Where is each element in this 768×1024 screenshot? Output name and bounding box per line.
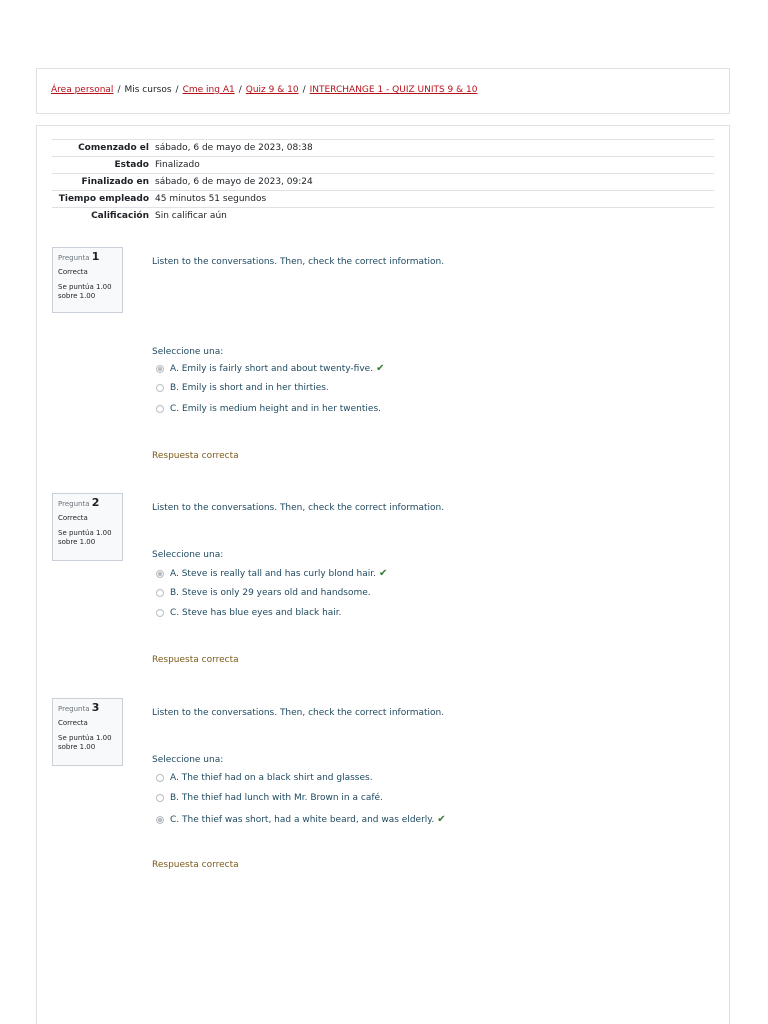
answer-option[interactable] [156,404,381,414]
check-icon: ✔ [376,363,385,374]
answer-feedback: Respuesta correcta [152,860,239,870]
radio-icon[interactable] [156,570,164,578]
question-state: Correcta [58,268,88,276]
answer-feedback: Respuesta correcta [152,451,239,461]
answer-option[interactable] [156,814,446,825]
summary-row [52,157,714,174]
summary-label: Finalizado en [52,174,155,191]
radio-icon[interactable] [156,384,164,392]
radio-icon[interactable] [156,816,164,824]
question-state: Correcta [58,719,88,727]
answer-label: C. The thief was short, had a white beard, and was elderly. [170,814,435,825]
radio-icon[interactable] [156,405,164,413]
answer-option[interactable] [156,568,387,579]
question-number: 1 [91,250,100,263]
answer-option[interactable] [156,363,384,374]
breadcrumb [51,85,477,95]
summary-value: 45 minutos 51 segundos [155,191,714,208]
answer-label: C. Steve has blue eyes and black hair. [170,608,342,618]
summary-value: sábado, 6 de mayo de 2023, 09:24 [155,174,714,191]
question-info [52,247,123,313]
breadcrumb-separator: / [117,85,121,95]
breadcrumb-area-personal[interactable]: Área personal [51,85,114,95]
summary-row [52,174,714,191]
answer-label: C. Emily is medium height and in her twenties. [170,404,382,414]
radio-icon[interactable] [156,794,164,802]
question-prefix: Pregunta [58,705,90,713]
answer-prompt: Seleccione una: [152,550,224,560]
summary-value: Finalizado [155,157,714,174]
question-text: Listen to the conversations. Then, check the correct information. [152,708,445,718]
question-grade: Se puntúa 1.00 sobre 1.00 [58,529,112,546]
breadcrumb-card [36,68,730,114]
quiz-review-card [36,125,730,1024]
check-icon: ✔ [437,814,446,825]
question-grade: Se puntúa 1.00 sobre 1.00 [58,734,112,751]
answer-option[interactable] [156,793,383,803]
answer-label: A. The thief had on a black shirt and glasses. [170,773,373,783]
answer-label: B. The thief had lunch with Mr. Brown in a café. [170,793,383,803]
attempt-summary-table [52,139,714,224]
question-2 [52,493,714,673]
breadcrumb-quiz-section[interactable]: Quiz 9 & 10 [245,85,299,95]
breadcrumb-separator: / [238,85,242,95]
radio-icon[interactable] [156,589,164,597]
breadcrumb-separator: / [175,85,179,95]
question-grade: Se puntúa 1.00 sobre 1.00 [58,283,112,300]
question-1 [52,247,714,467]
answer-option[interactable] [156,773,373,783]
summary-label: Calificación [52,208,155,225]
answer-label: B. Steve is only 29 years old and handsome. [170,588,371,598]
answer-label: B. Emily is short and in her thirties. [170,383,329,393]
radio-icon[interactable] [156,774,164,782]
answer-prompt: Seleccione una: [152,755,224,765]
question-3 [52,698,714,878]
summary-label: Comenzado el [52,140,155,157]
answer-label: A. Steve is really tall and has curly blond hair. [170,568,376,579]
summary-value: sábado, 6 de mayo de 2023, 08:38 [155,140,714,157]
summary-value: Sin calificar aún [155,208,714,225]
answer-option[interactable] [156,608,342,618]
breadcrumb-separator: / [302,85,306,95]
check-icon: ✔ [378,568,388,579]
breadcrumb-course[interactable]: Cme ing A1 [182,85,235,95]
summary-row [52,140,714,157]
question-info [52,493,123,561]
question-info [52,698,123,766]
summary-label: Estado [52,157,155,174]
summary-row [52,208,714,225]
breadcrumb-mis-cursos: Mis cursos [124,85,172,95]
summary-row [52,191,714,208]
answer-label: A. Emily is fairly short and about twenty-five. [170,363,374,374]
question-prefix: Pregunta [58,500,90,508]
answer-prompt: Seleccione una: [152,347,224,357]
question-prefix: Pregunta [58,254,90,262]
radio-icon[interactable] [156,365,164,373]
question-state: Correcta [58,514,88,522]
question-text: Listen to the conversations. Then, check the correct information. [152,257,445,267]
answer-feedback: Respuesta correcta [152,655,239,665]
question-number: 2 [91,496,100,509]
summary-label: Tiempo empleado [52,191,155,208]
breadcrumb-quiz[interactable]: INTERCHANGE 1 - QUIZ UNITS 9 & 10 [309,85,478,95]
answer-option[interactable] [156,588,371,598]
radio-icon[interactable] [156,609,164,617]
answer-option[interactable] [156,383,329,393]
question-text: Listen to the conversations. Then, check the correct information. [152,503,445,513]
question-number: 3 [91,701,100,714]
